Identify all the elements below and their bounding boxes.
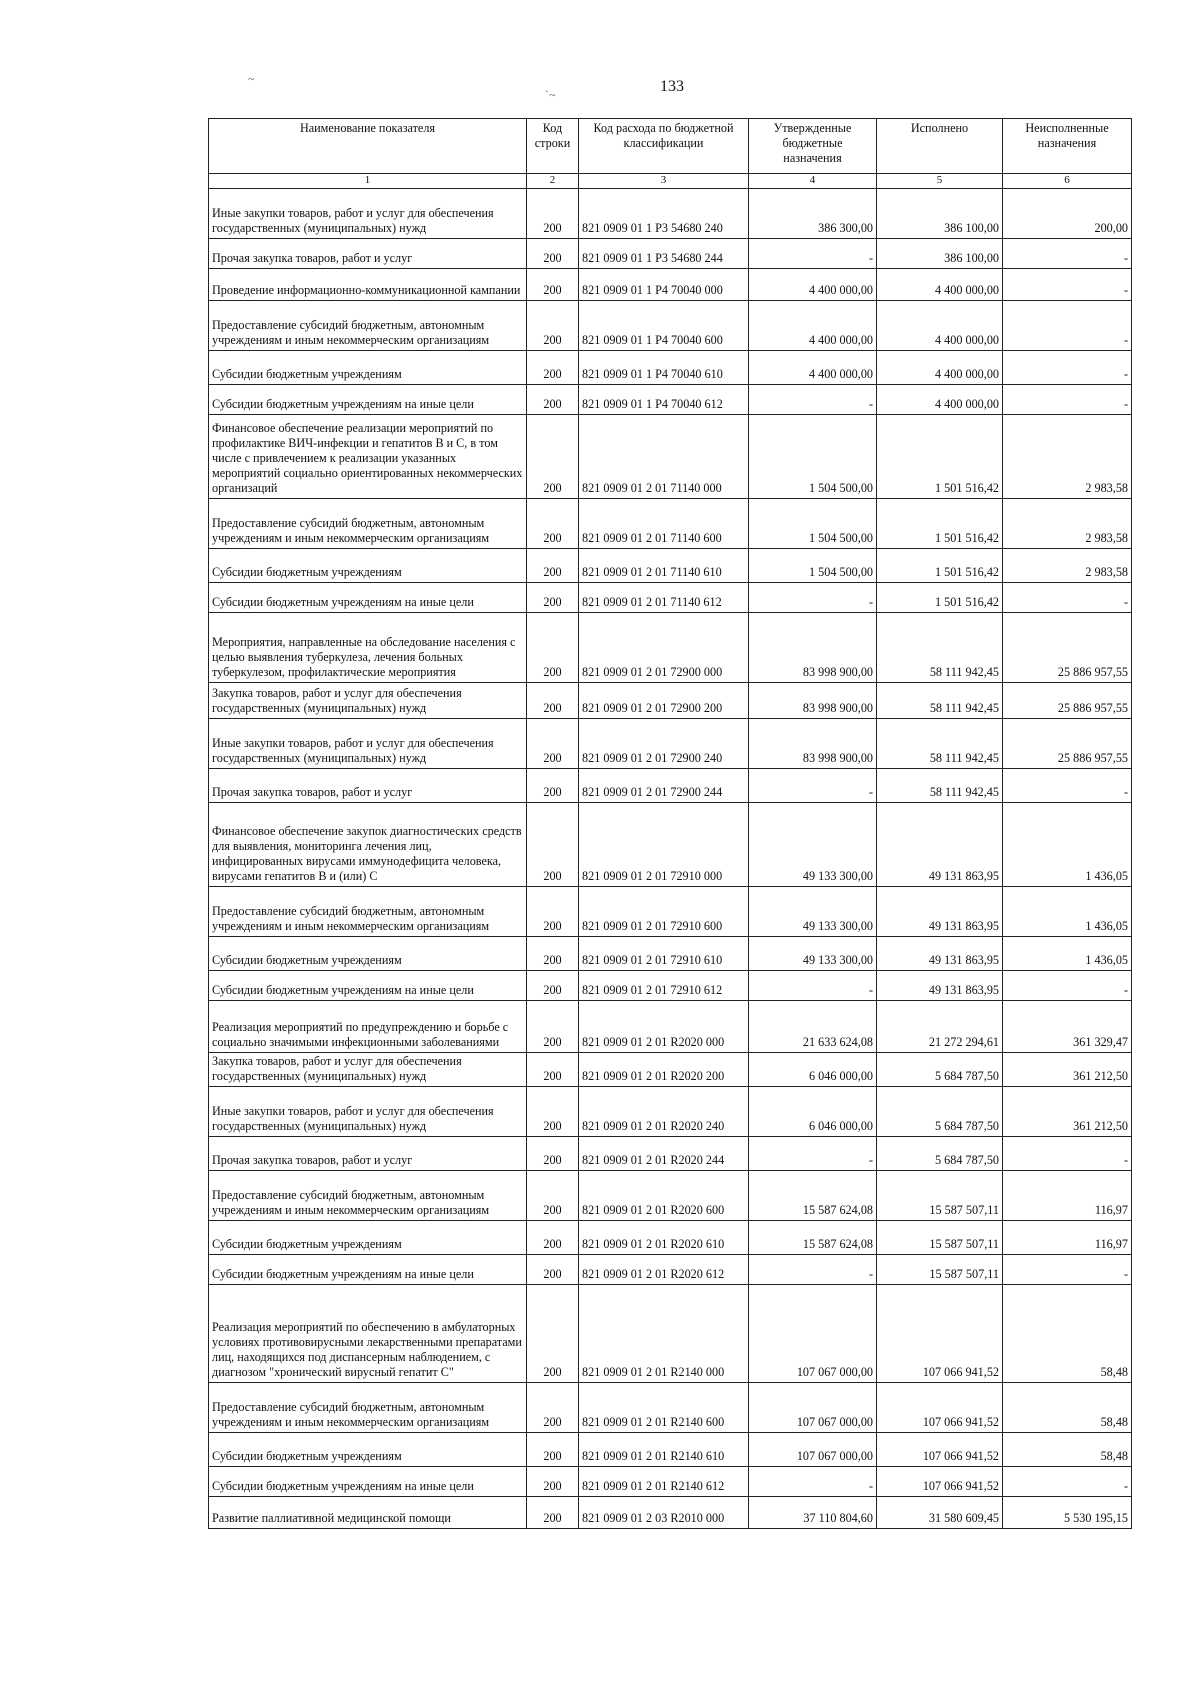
cell-code: 200 <box>527 301 579 351</box>
cell-unexecuted: 58,48 <box>1003 1433 1132 1467</box>
cell-approved: 4 400 000,00 <box>749 269 877 301</box>
header-cell: Утвержденные бюджетные назначения <box>749 119 877 174</box>
table-row <box>209 1137 1132 1171</box>
cell-unexecuted: - <box>1003 1255 1132 1285</box>
cell-executed: 4 400 000,00 <box>877 301 1003 351</box>
cell-executed: 107 066 941,52 <box>877 1285 1003 1383</box>
cell-executed: 4 400 000,00 <box>877 385 1003 415</box>
cell-executed: 386 100,00 <box>877 189 1003 239</box>
column-number: 5 <box>877 174 1003 189</box>
cell-kbk: 821 0909 01 2 01 71140 000 <box>579 415 749 499</box>
table-row <box>209 1171 1132 1221</box>
header-cell: Код строки <box>527 119 579 174</box>
table-row <box>209 583 1132 613</box>
cell-kbk: 821 0909 01 2 01 R2020 610 <box>579 1221 749 1255</box>
cell-name: Субсидии бюджетным учреждениям <box>209 351 527 385</box>
cell-executed: 15 587 507,11 <box>877 1255 1003 1285</box>
cell-kbk: 821 0909 01 2 01 R2140 612 <box>579 1467 749 1497</box>
cell-code: 200 <box>527 1255 579 1285</box>
cell-approved: 1 504 500,00 <box>749 415 877 499</box>
cell-kbk: 821 0909 01 2 01 R2140 000 <box>579 1285 749 1383</box>
cell-unexecuted: - <box>1003 385 1132 415</box>
cell-unexecuted: 1 436,05 <box>1003 803 1132 887</box>
cell-executed: 58 111 942,45 <box>877 719 1003 769</box>
cell-name: Субсидии бюджетным учреждениям <box>209 937 527 971</box>
table-row <box>209 971 1132 1001</box>
cell-unexecuted: 361 212,50 <box>1003 1087 1132 1137</box>
table-row <box>209 499 1132 549</box>
cell-approved: 6 046 000,00 <box>749 1087 877 1137</box>
cell-name: Закупка товаров, работ и услуг для обеспечения государственных (муниципальных) нужд <box>209 1053 527 1087</box>
cell-approved: - <box>749 1467 877 1497</box>
cell-code: 200 <box>527 937 579 971</box>
column-number: 6 <box>1003 174 1132 189</box>
cell-code: 200 <box>527 351 579 385</box>
cell-code: 200 <box>527 719 579 769</box>
cell-code: 200 <box>527 189 579 239</box>
header-cell: Неисполненные назначения <box>1003 119 1132 174</box>
cell-kbk: 821 0909 01 2 01 R2020 244 <box>579 1137 749 1171</box>
table-row <box>209 1087 1132 1137</box>
cell-executed: 58 111 942,45 <box>877 613 1003 683</box>
table-row <box>209 683 1132 719</box>
column-number: 2 <box>527 174 579 189</box>
cell-name: Предоставление субсидий бюджетным, автономным учреждениям и иным некоммерческим организациям <box>209 499 527 549</box>
cell-code: 200 <box>527 971 579 1001</box>
cell-unexecuted: 2 983,58 <box>1003 415 1132 499</box>
cell-approved: 15 587 624,08 <box>749 1221 877 1255</box>
cell-kbk: 821 0909 01 2 01 72910 000 <box>579 803 749 887</box>
cell-code: 200 <box>527 613 579 683</box>
cell-unexecuted: - <box>1003 1467 1132 1497</box>
cell-approved: - <box>749 239 877 269</box>
cell-unexecuted: 58,48 <box>1003 1383 1132 1433</box>
cell-name: Субсидии бюджетным учреждениям на иные цели <box>209 583 527 613</box>
cell-name: Мероприятия, направленные на обследование населения с целью выявления туберкулеза, лечения больных туберкулезом, профилактические мероприятия <box>209 613 527 683</box>
cell-name: Иные закупки товаров, работ и услуг для обеспечения государственных (муниципальных) нужд <box>209 189 527 239</box>
table-row <box>209 239 1132 269</box>
cell-kbk: 821 0909 01 2 01 71140 612 <box>579 583 749 613</box>
cell-executed: 49 131 863,95 <box>877 887 1003 937</box>
cell-kbk: 821 0909 01 2 01 71140 610 <box>579 549 749 583</box>
cell-approved: 15 587 624,08 <box>749 1171 877 1221</box>
cell-code: 200 <box>527 769 579 803</box>
cell-code: 200 <box>527 269 579 301</box>
table-row <box>209 1053 1132 1087</box>
cell-unexecuted: 25 886 957,55 <box>1003 683 1132 719</box>
cell-approved: 386 300,00 <box>749 189 877 239</box>
cell-approved: 1 504 500,00 <box>749 549 877 583</box>
table-row <box>209 549 1132 583</box>
cell-unexecuted: 116,97 <box>1003 1171 1132 1221</box>
cell-code: 200 <box>527 499 579 549</box>
cell-approved: 4 400 000,00 <box>749 301 877 351</box>
cell-approved: 37 110 804,60 <box>749 1497 877 1529</box>
header-cell: Наименование показателя <box>209 119 527 174</box>
cell-executed: 15 587 507,11 <box>877 1171 1003 1221</box>
cell-executed: 5 684 787,50 <box>877 1137 1003 1171</box>
cell-name: Иные закупки товаров, работ и услуг для обеспечения государственных (муниципальных) нужд <box>209 719 527 769</box>
cell-name: Субсидии бюджетным учреждениям <box>209 549 527 583</box>
cell-kbk: 821 0909 01 2 01 72910 600 <box>579 887 749 937</box>
table-row <box>209 1255 1132 1285</box>
cell-executed: 58 111 942,45 <box>877 683 1003 719</box>
cell-executed: 107 066 941,52 <box>877 1467 1003 1497</box>
cell-approved: - <box>749 1137 877 1171</box>
cell-code: 200 <box>527 239 579 269</box>
budget-execution-table <box>208 118 1132 1529</box>
cell-name: Предоставление субсидий бюджетным, автономным учреждениям и иным некоммерческим организациям <box>209 301 527 351</box>
cell-unexecuted: - <box>1003 583 1132 613</box>
cell-kbk: 821 0909 01 2 01 R2020 612 <box>579 1255 749 1285</box>
cell-kbk: 821 0909 01 2 01 72910 612 <box>579 971 749 1001</box>
table-row <box>209 385 1132 415</box>
cell-unexecuted: - <box>1003 269 1132 301</box>
table-row <box>209 1467 1132 1497</box>
cell-kbk: 821 0909 01 2 01 R2020 000 <box>579 1001 749 1053</box>
cell-approved: 83 998 900,00 <box>749 683 877 719</box>
cell-name: Субсидии бюджетным учреждениям на иные цели <box>209 1255 527 1285</box>
table-row <box>209 415 1132 499</box>
cell-unexecuted: 5 530 195,15 <box>1003 1497 1132 1529</box>
cell-approved: 1 504 500,00 <box>749 499 877 549</box>
cell-executed: 107 066 941,52 <box>877 1433 1003 1467</box>
table-row <box>209 301 1132 351</box>
table-row <box>209 1383 1132 1433</box>
cell-unexecuted: - <box>1003 1137 1132 1171</box>
cell-approved: 4 400 000,00 <box>749 351 877 385</box>
cell-kbk: 821 0909 01 2 01 72900 240 <box>579 719 749 769</box>
cell-code: 200 <box>527 1497 579 1529</box>
table-row <box>209 937 1132 971</box>
cell-executed: 21 272 294,61 <box>877 1001 1003 1053</box>
cell-kbk: 821 0909 01 2 01 R2020 600 <box>579 1171 749 1221</box>
cell-unexecuted: 58,48 <box>1003 1285 1132 1383</box>
table-row <box>209 613 1132 683</box>
cell-code: 200 <box>527 1171 579 1221</box>
header-cell: Исполнено <box>877 119 1003 174</box>
cell-kbk: 821 0909 01 1 P3 54680 244 <box>579 239 749 269</box>
cell-name: Прочая закупка товаров, работ и услуг <box>209 239 527 269</box>
cell-unexecuted: 361 329,47 <box>1003 1001 1132 1053</box>
cell-executed: 15 587 507,11 <box>877 1221 1003 1255</box>
table-row <box>209 769 1132 803</box>
cell-kbk: 821 0909 01 2 01 72910 610 <box>579 937 749 971</box>
cell-code: 200 <box>527 1053 579 1087</box>
cell-name: Финансовое обеспечение реализации мероприятий по профилактике ВИЧ-инфекции и гепатитов B и C, в том числе с привлечением к реализации указанных мероприятий социально ориентированных некоммерческих организаций <box>209 415 527 499</box>
cell-kbk: 821 0909 01 2 01 72900 200 <box>579 683 749 719</box>
cell-executed: 49 131 863,95 <box>877 971 1003 1001</box>
cell-name: Прочая закупка товаров, работ и услуг <box>209 769 527 803</box>
table-row <box>209 269 1132 301</box>
cell-kbk: 821 0909 01 1 P4 70040 612 <box>579 385 749 415</box>
table-row <box>209 1285 1132 1383</box>
cell-approved: 107 067 000,00 <box>749 1383 877 1433</box>
cell-code: 200 <box>527 1383 579 1433</box>
cell-kbk: 821 0909 01 2 01 R2140 600 <box>579 1383 749 1433</box>
cell-approved: - <box>749 385 877 415</box>
cell-name: Субсидии бюджетным учреждениям <box>209 1433 527 1467</box>
cell-unexecuted: - <box>1003 769 1132 803</box>
cell-unexecuted: 25 886 957,55 <box>1003 719 1132 769</box>
table-row <box>209 887 1132 937</box>
cell-executed: 386 100,00 <box>877 239 1003 269</box>
cell-code: 200 <box>527 549 579 583</box>
cell-unexecuted: 361 212,50 <box>1003 1053 1132 1087</box>
cell-unexecuted: - <box>1003 239 1132 269</box>
cell-name: Субсидии бюджетным учреждениям на иные цели <box>209 1467 527 1497</box>
cell-code: 200 <box>527 385 579 415</box>
cell-approved: 49 133 300,00 <box>749 937 877 971</box>
cell-code: 200 <box>527 1087 579 1137</box>
cell-approved: 107 067 000,00 <box>749 1433 877 1467</box>
cell-code: 200 <box>527 683 579 719</box>
cell-code: 200 <box>527 1137 579 1171</box>
cell-executed: 4 400 000,00 <box>877 269 1003 301</box>
cell-unexecuted: 2 983,58 <box>1003 549 1132 583</box>
cell-code: 200 <box>527 1001 579 1053</box>
cell-name: Проведение информационно-коммуникационной кампании <box>209 269 527 301</box>
cell-kbk: 821 0909 01 2 03 R2010 000 <box>579 1497 749 1529</box>
cell-executed: 49 131 863,95 <box>877 803 1003 887</box>
cell-executed: 4 400 000,00 <box>877 351 1003 385</box>
cell-executed: 1 501 516,42 <box>877 549 1003 583</box>
cell-name: Реализация мероприятий по обеспечению в амбулаторных условиях противовирусными лекарственными препаратами лиц, находящихся под диспансерным наблюдением, с диагнозом "хронический вирусный гепатит C" <box>209 1285 527 1383</box>
cell-executed: 1 501 516,42 <box>877 583 1003 613</box>
cell-kbk: 821 0909 01 2 01 72900 000 <box>579 613 749 683</box>
cell-executed: 58 111 942,45 <box>877 769 1003 803</box>
table-body <box>209 189 1132 1529</box>
cell-name: Развитие паллиативной медицинской помощи <box>209 1497 527 1529</box>
cell-code: 200 <box>527 803 579 887</box>
cell-code: 200 <box>527 1285 579 1383</box>
cell-executed: 1 501 516,42 <box>877 499 1003 549</box>
cell-approved: 49 133 300,00 <box>749 803 877 887</box>
cell-name: Закупка товаров, работ и услуг для обеспечения государственных (муниципальных) нужд <box>209 683 527 719</box>
cell-approved: 83 998 900,00 <box>749 719 877 769</box>
column-number-row <box>209 174 1132 189</box>
table-row <box>209 1433 1132 1467</box>
cell-unexecuted: 2 983,58 <box>1003 499 1132 549</box>
table-row <box>209 1497 1132 1529</box>
cell-executed: 5 684 787,50 <box>877 1053 1003 1087</box>
header-cell: Код расхода по бюджетной классификации <box>579 119 749 174</box>
table-row <box>209 719 1132 769</box>
cell-unexecuted: 116,97 <box>1003 1221 1132 1255</box>
cell-kbk: 821 0909 01 2 01 R2140 610 <box>579 1433 749 1467</box>
cell-name: Субсидии бюджетным учреждениям <box>209 1221 527 1255</box>
cell-name: Предоставление субсидий бюджетным, автономным учреждениям и иным некоммерческим организациям <box>209 1383 527 1433</box>
cell-executed: 31 580 609,45 <box>877 1497 1003 1529</box>
table-row <box>209 1001 1132 1053</box>
cell-kbk: 821 0909 01 2 01 71140 600 <box>579 499 749 549</box>
cell-approved: - <box>749 583 877 613</box>
cell-name: Предоставление субсидий бюджетным, автономным учреждениям и иным некоммерческим организациям <box>209 887 527 937</box>
cell-code: 200 <box>527 583 579 613</box>
cell-approved: 6 046 000,00 <box>749 1053 877 1087</box>
cell-executed: 1 501 516,42 <box>877 415 1003 499</box>
table-row <box>209 1221 1132 1255</box>
scan-mark: `~ <box>545 88 556 102</box>
cell-kbk: 821 0909 01 1 P3 54680 240 <box>579 189 749 239</box>
cell-approved: 49 133 300,00 <box>749 887 877 937</box>
page-number: 133 <box>660 78 684 95</box>
cell-approved: 83 998 900,00 <box>749 613 877 683</box>
header-row <box>209 119 1132 174</box>
cell-name: Субсидии бюджетным учреждениям на иные цели <box>209 385 527 415</box>
cell-unexecuted: - <box>1003 971 1132 1001</box>
cell-code: 200 <box>527 1433 579 1467</box>
cell-name: Субсидии бюджетным учреждениям на иные цели <box>209 971 527 1001</box>
cell-executed: 107 066 941,52 <box>877 1383 1003 1433</box>
cell-kbk: 821 0909 01 2 01 72900 244 <box>579 769 749 803</box>
cell-approved: - <box>749 971 877 1001</box>
cell-name: Иные закупки товаров, работ и услуг для обеспечения государственных (муниципальных) нужд <box>209 1087 527 1137</box>
cell-name: Предоставление субсидий бюджетным, автономным учреждениям и иным некоммерческим организациям <box>209 1171 527 1221</box>
cell-executed: 5 684 787,50 <box>877 1087 1003 1137</box>
cell-code: 200 <box>527 415 579 499</box>
column-number: 1 <box>209 174 527 189</box>
cell-unexecuted: 200,00 <box>1003 189 1132 239</box>
cell-code: 200 <box>527 1221 579 1255</box>
cell-kbk: 821 0909 01 1 P4 70040 600 <box>579 301 749 351</box>
cell-name: Реализация мероприятий по предупреждению и борьбе с социально значимыми инфекционными заболеваниями <box>209 1001 527 1053</box>
cell-executed: 49 131 863,95 <box>877 937 1003 971</box>
cell-unexecuted: - <box>1003 301 1132 351</box>
cell-kbk: 821 0909 01 1 P4 70040 000 <box>579 269 749 301</box>
cell-unexecuted: - <box>1003 351 1132 385</box>
cell-name: Финансовое обеспечение закупок диагностических средств для выявления, мониторинга лечения лиц, инфицированных вирусами иммунодефицита человека, вирусами гепатитов B и (или) C <box>209 803 527 887</box>
cell-kbk: 821 0909 01 2 01 R2020 240 <box>579 1087 749 1137</box>
cell-kbk: 821 0909 01 1 P4 70040 610 <box>579 351 749 385</box>
cell-approved: - <box>749 1255 877 1285</box>
table-row <box>209 803 1132 887</box>
cell-approved: - <box>749 769 877 803</box>
cell-approved: 21 633 624,08 <box>749 1001 877 1053</box>
cell-unexecuted: 1 436,05 <box>1003 937 1132 971</box>
cell-code: 200 <box>527 887 579 937</box>
column-number: 3 <box>579 174 749 189</box>
cell-unexecuted: 25 886 957,55 <box>1003 613 1132 683</box>
cell-name: Прочая закупка товаров, работ и услуг <box>209 1137 527 1171</box>
scan-mark: ~ <box>248 72 255 86</box>
cell-unexecuted: 1 436,05 <box>1003 887 1132 937</box>
table-row <box>209 351 1132 385</box>
cell-kbk: 821 0909 01 2 01 R2020 200 <box>579 1053 749 1087</box>
cell-code: 200 <box>527 1467 579 1497</box>
cell-approved: 107 067 000,00 <box>749 1285 877 1383</box>
column-number: 4 <box>749 174 877 189</box>
table-row <box>209 189 1132 239</box>
